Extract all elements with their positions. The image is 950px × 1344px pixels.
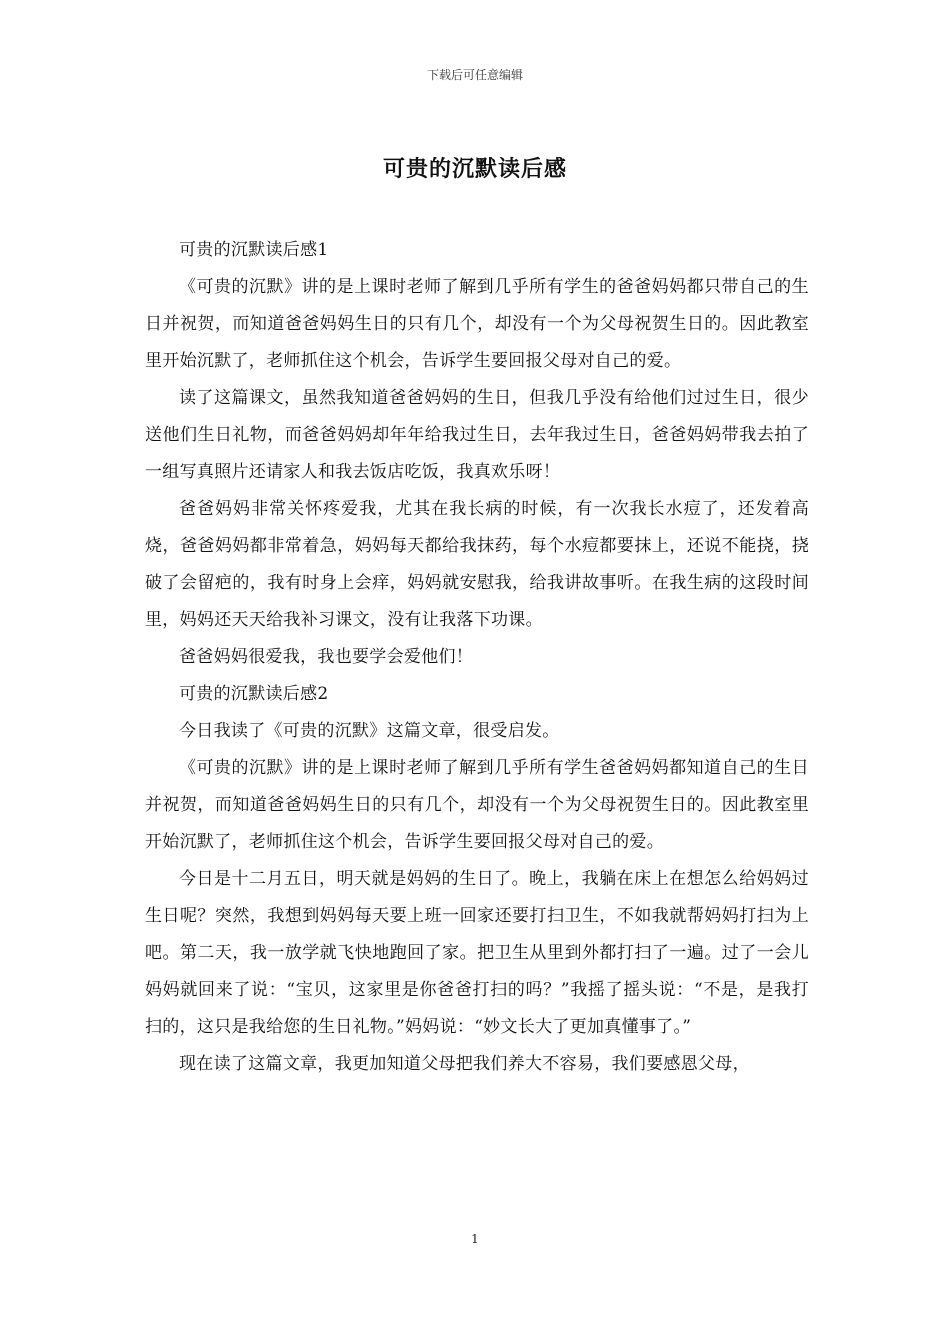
document-body	[145, 232, 809, 1083]
paragraph: 今日我读了《可贵的沉默》这篇文章，很受启发。	[179, 721, 560, 741]
paragraph: 《可贵的沉默》讲的是上课时老师了解到几乎所有学生爸爸妈妈都知道自己的生日并祝贺，而知道爸爸妈妈生日的只有几个，却没有一个为父母祝贺生日的。因此教室里开始沉默了，老师抓住这个机会，告诉学生要回报父母对自己的爱。	[145, 758, 809, 852]
paragraph: 爸爸妈妈非常关怀疼爱我，尤其在我长病的时候，有一次我长水痘了，还发着高烧，爸爸妈妈都非常着急，妈妈每天都给我抹药，每个水痘都要抹上，还说不能挠，挠破了会留疤的，我有时身上会痒，妈妈就安慰我，给我讲故事听。在我生病的这段时间里，妈妈还天天给我补习课文，没有让我落下功课。	[145, 499, 809, 630]
header-note: 下载后可任意编辑	[426, 68, 523, 82]
paragraph: 读了这篇课文，虽然我知道爸爸妈妈的生日，但我几乎没有给他们过过生日，很少送他们生日礼物，而爸爸妈妈却年年给我过生日，去年我过生日，爸爸妈妈带我去拍了一组写真照片还请家人和我去饭店吃饭，我真欢乐呀！	[145, 388, 809, 482]
paragraph: 今日是十二月五日，明天就是妈妈的生日了。晚上，我躺在床上在想怎么给妈妈过生日呢？突然，我想到妈妈每天要上班一回家还要打扫卫生，不如我就帮妈妈打扫为上吧。第二天，我一放学就飞快地跑回了家。把卫生从里到外都打扫了一遍。过了一会儿妈妈就回来了说：“宝贝，这家里是你爸爸打扫的吗？”我摇了摇头说：“不是，是我打扫的，这只是我给您的生日礼物。”妈妈说：“妙文长大了更加真懂事了。”	[145, 869, 809, 1037]
paragraph: 现在读了这篇文章，我更加知道父母把我们养大不容易，我们要感恩父母，	[179, 1054, 750, 1074]
paragraph: 爸爸妈妈很爱我，我也要学会爱他们！	[179, 647, 474, 667]
paragraph: 《可贵的沉默》讲的是上课时老师了解到几乎所有学生的爸爸妈妈都只带自己的生日并祝贺，而知道爸爸妈妈生日的只有几个，却没有一个为父母祝贺生日的。因此教室里开始沉默了，老师抓住这个机会，告诉学生要回报父母对自己的爱。	[145, 277, 809, 371]
section-heading-2: 可贵的沉默读后感2	[179, 684, 329, 704]
document-title: 可贵的沉默读后感	[382, 156, 567, 182]
page-number: 1	[471, 1232, 479, 1246]
section-heading-1: 可贵的沉默读后感1	[179, 240, 329, 260]
